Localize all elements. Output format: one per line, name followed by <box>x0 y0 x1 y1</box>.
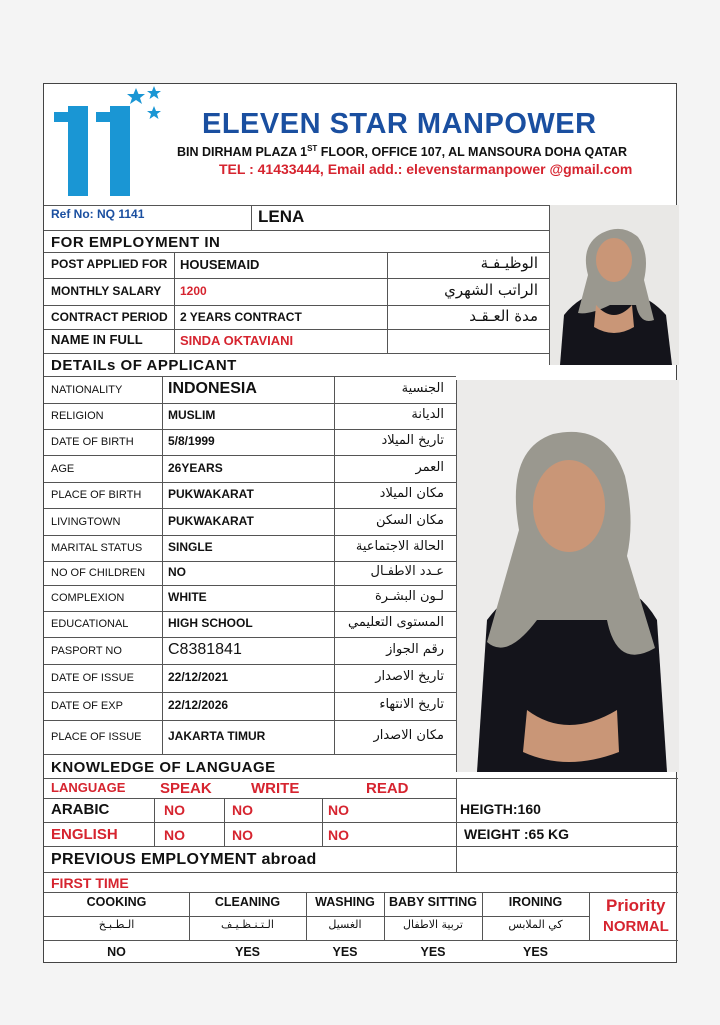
language-name: ARABIC <box>51 801 110 818</box>
skill-arabic: الغسيل <box>328 918 362 931</box>
detail-value: HIGH SCHOOL <box>168 616 253 630</box>
ref-number: Ref No: NQ 1141 <box>51 207 145 221</box>
detail-arabic: مكان السكن <box>375 512 444 528</box>
divider <box>174 252 175 353</box>
detail-arabic: تاريخ الاصدار <box>375 669 444 684</box>
employment-label: MONTHLY SALARY <box>51 284 162 298</box>
detail-arabic: رقم الجواز <box>386 641 444 657</box>
detail-label: EDUCATIONAL <box>51 618 129 630</box>
detail-label: NO OF CHILDREN <box>51 567 146 579</box>
language-read: NO <box>328 802 349 818</box>
skill-arabic: الـتـنـظـيـف <box>221 918 274 931</box>
detail-value: 26YEARS <box>168 460 223 475</box>
language-write: NO <box>232 827 253 843</box>
divider <box>44 482 456 483</box>
divider <box>44 278 549 279</box>
divider <box>44 429 456 430</box>
divider <box>44 508 456 509</box>
detail-label: DATE OF BIRTH <box>51 436 134 448</box>
priority-value: NORMAL <box>603 918 669 935</box>
detail-value: C8381841 <box>168 640 242 658</box>
language-speak: NO <box>164 802 185 818</box>
detail-arabic: مكان الميلاد <box>379 486 444 501</box>
section-employment: FOR EMPLOYMENT IN <box>51 234 221 251</box>
detail-value: WHITE <box>168 590 207 604</box>
detail-value: PUKWAKARAT <box>168 487 254 501</box>
read-header: READ <box>366 780 409 797</box>
skill-arabic: كي الملابس <box>508 918 563 931</box>
language-speak: NO <box>164 827 185 843</box>
language-name: ENGLISH <box>51 826 118 843</box>
company-logo <box>50 86 170 196</box>
applicant-photo-large <box>456 380 679 772</box>
height-value: HEIGTH:160 <box>460 801 541 817</box>
detail-value: SINGLE <box>168 540 213 554</box>
detail-arabic: الحالة الاجتماعية <box>355 539 444 554</box>
divider <box>387 252 388 353</box>
detail-value: 22/12/2021 <box>168 670 229 684</box>
detail-value: PUKWAKARAT <box>168 513 254 528</box>
detail-label: PLACE OF ISSUE <box>51 731 142 743</box>
divider <box>44 403 456 404</box>
divider <box>162 376 163 754</box>
first-time: FIRST TIME <box>51 875 129 891</box>
detail-arabic: الجنسية <box>401 380 444 396</box>
employment-label: POST APPLIED FOR <box>51 257 168 271</box>
employment-value: HOUSEMAID <box>180 257 260 272</box>
applicant-photo-small <box>549 205 679 365</box>
section-details: DETAILs OF APPLICANT <box>51 357 237 374</box>
divider <box>44 664 456 665</box>
employment-arabic: مدة العـقـد <box>469 307 538 325</box>
detail-arabic: الديانة <box>411 407 444 422</box>
detail-value: MUSLIM <box>168 408 216 422</box>
language-write: NO <box>232 802 253 818</box>
name-value: SINDA OKTAVIANI <box>180 333 294 348</box>
employment-value: 1200 <box>180 284 207 298</box>
section-language: KNOWLEDGE OF LANGUAGE <box>51 759 276 776</box>
detail-arabic: مكان الاصدار <box>373 728 444 743</box>
skill-arabic: تربية الاطفال <box>403 918 463 931</box>
skill-name: IRONING <box>508 895 563 909</box>
detail-arabic: تاريخ الانتهاء <box>379 697 444 712</box>
employment-arabic: الراتب الشهري <box>444 281 538 299</box>
weight-value: WEIGHT :65 KG <box>464 826 570 842</box>
detail-value: JAKARTA TIMUR <box>168 729 266 743</box>
divider <box>44 611 456 612</box>
detail-label: PASPORT NO <box>51 644 122 657</box>
section-previous: PREVIOUS EMPLOYMENT abroad <box>51 851 317 868</box>
company-contact: TEL : 41433444, Email add.: elevenstarmanpower @gmail.com <box>219 161 633 177</box>
detail-arabic: عـدد الاطفـال <box>370 564 444 579</box>
company-name: ELEVEN STAR MANPOWER <box>202 108 597 140</box>
name-label: NAME IN FULL <box>51 332 143 347</box>
language-read: NO <box>328 827 349 843</box>
divider <box>44 720 456 721</box>
skill-value: YES <box>522 945 548 959</box>
detail-value: NO <box>168 565 186 579</box>
detail-label: LIVINGTOWN <box>51 515 121 528</box>
detail-label: AGE <box>51 462 75 475</box>
detail-label: DATE OF EXP <box>51 700 123 712</box>
skill-name: COOKING <box>86 895 147 909</box>
detail-arabic: تاريخ الميلاد <box>381 433 444 448</box>
detail-label: COMPLEXION <box>51 592 125 604</box>
detail-arabic: المستوى التعليمي <box>348 615 444 630</box>
skill-name: CLEANING <box>214 895 281 909</box>
employment-value: 2 YEARS CONTRACT <box>180 310 302 324</box>
divider <box>44 585 456 586</box>
divider <box>44 305 549 306</box>
detail-value: INDONESIA <box>168 379 257 397</box>
detail-label: MARITAL STATUS <box>51 542 143 554</box>
skill-value: YES <box>420 945 446 959</box>
divider <box>334 376 335 754</box>
divider <box>44 822 456 823</box>
divider <box>44 692 456 693</box>
skill-value: YES <box>332 945 358 959</box>
employment-label: CONTRACT PERIOD <box>51 310 168 324</box>
detail-label: NATIONALITY <box>51 383 123 396</box>
divider <box>44 561 456 562</box>
speak-header: SPEAK <box>160 780 212 797</box>
divider <box>44 329 549 330</box>
language-header: LANGUAGE <box>51 780 126 795</box>
detail-label: DATE OF ISSUE <box>51 672 134 684</box>
skill-value: YES <box>234 945 260 959</box>
divider <box>44 455 456 456</box>
detail-label: PLACE OF BIRTH <box>51 489 142 501</box>
detail-value: 22/12/2026 <box>168 698 229 712</box>
skill-name: WASHING <box>315 895 375 909</box>
cv-page <box>43 83 677 963</box>
skill-value: NO <box>107 945 126 959</box>
priority-label: Priority <box>606 896 666 915</box>
detail-value: 5/8/1999 <box>168 434 215 448</box>
skill-arabic: الـطـبـخ <box>98 918 135 931</box>
divider <box>44 754 456 755</box>
divider <box>44 637 456 638</box>
applicant-code-name: LENA <box>258 207 305 226</box>
detail-label: RELIGION <box>51 410 104 422</box>
company-address: BIN DIRHAM PLAZA 1ST FLOOR, OFFICE 107, AL MANSOURA DOHA QATAR <box>177 144 628 160</box>
detail-arabic: لـون البشـرة <box>374 589 444 604</box>
write-header: WRITE <box>251 780 300 797</box>
employment-arabic: الوظيـفـة <box>480 254 538 272</box>
skill-name: BABY SITTING <box>389 895 477 909</box>
detail-arabic: العمر <box>415 459 444 475</box>
divider <box>44 535 456 536</box>
